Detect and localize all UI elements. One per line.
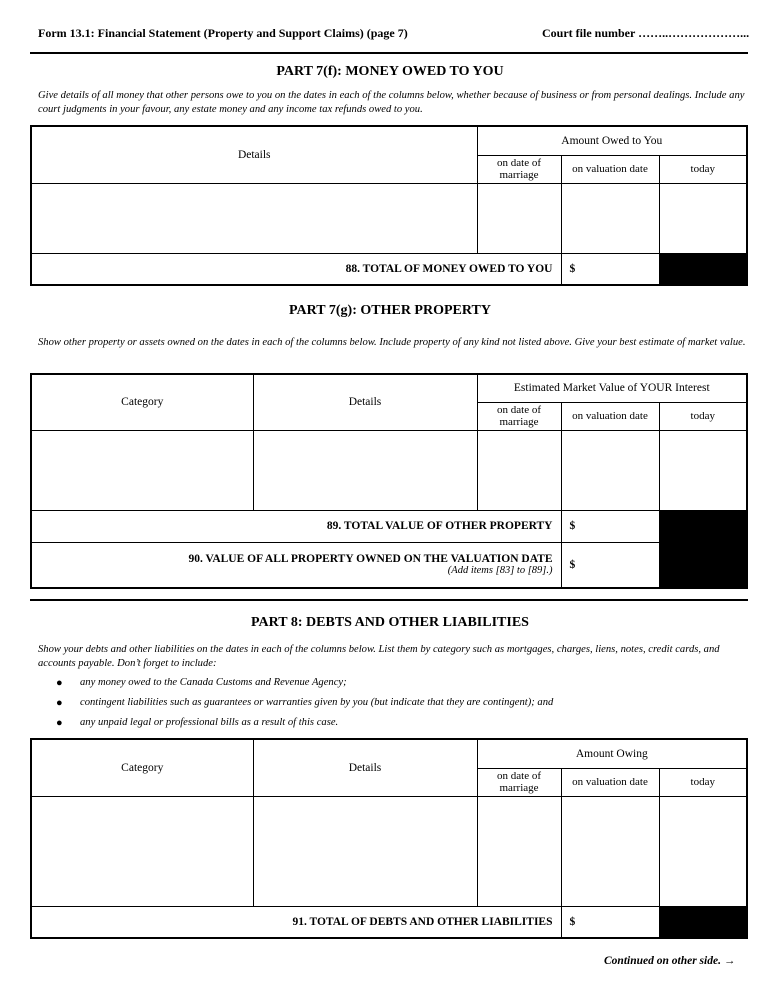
bullet-text: any unpaid legal or professional bills as a result of this case.	[80, 717, 339, 728]
bullet-icon: ●	[56, 677, 63, 689]
part-7f-intro: Give details of all money that other persons owe to you on the dates in each of the columns below, whether because of business or from personal dealings. Include any court judgments in your favour, any estate money and any income tax refunds owed to you.	[38, 90, 745, 115]
part-8-title: PART 8: DEBTS AND OTHER LIABILITIES	[251, 615, 529, 630]
total-debts-label: 91. TOTAL OF DEBTS AND OTHER LIABILITIES	[31, 906, 561, 938]
total-money-owed-blocked-cell	[659, 253, 747, 285]
debts-today-cell[interactable]	[659, 796, 747, 906]
total-other-property-field[interactable]	[561, 510, 659, 542]
court-file-number-label: Court file number ……..………………...	[542, 26, 750, 40]
part-7f-title: PART 7(f): MONEY OWED TO YOU	[276, 64, 504, 79]
currency-symbol: $	[569, 262, 576, 275]
other-property-table	[30, 373, 748, 589]
list-item	[56, 715, 553, 735]
debts-table	[30, 738, 748, 939]
money-owed-table	[30, 125, 748, 286]
money-owed-details-cell[interactable]	[31, 183, 477, 253]
currency-symbol: $	[569, 520, 576, 532]
section-divider	[30, 599, 748, 601]
total-money-owed-field[interactable]	[561, 253, 659, 285]
value-all-property-label: 90. VALUE OF ALL PROPERTY OWNED ON THE VALUATION DATE	[188, 553, 553, 566]
money-owed-marriage-header: on date of marriage	[477, 155, 561, 183]
part-7g-title: PART 7(g): OTHER PROPERTY	[289, 303, 491, 318]
value-all-property-label-cell	[31, 542, 561, 588]
header-divider	[30, 52, 748, 54]
debts-valuation-cell[interactable]	[561, 796, 659, 906]
money-owed-valuation-cell[interactable]	[561, 183, 659, 253]
money-owed-today-cell[interactable]	[659, 183, 747, 253]
debts-marriage-cell[interactable]	[477, 796, 561, 906]
money-owed-valuation-header: on valuation date	[561, 155, 659, 183]
part-7g-intro: Show other property or assets owned on the dates in each of the columns below. Include property of any kind not listed above. Give your best estimate of market value.	[38, 337, 746, 348]
money-owed-group-header: Amount Owed to You	[477, 126, 747, 155]
bullet-text: any money owed to the Canada Customs and Revenue Agency;	[80, 677, 347, 688]
list-item	[56, 675, 553, 695]
money-owed-today-header: today	[659, 155, 747, 183]
bullet-icon: ●	[56, 717, 63, 729]
other-property-details-header: Details	[253, 374, 477, 430]
value-all-property-blocked-cell	[659, 542, 747, 588]
other-property-today-cell[interactable]	[659, 430, 747, 510]
other-property-category-header: Category	[31, 374, 253, 430]
other-property-marriage-header: on date of marriage	[477, 402, 561, 430]
total-debts-field[interactable]	[561, 906, 659, 938]
list-item	[56, 695, 553, 715]
total-other-property-blocked-cell	[659, 510, 747, 542]
currency-symbol: $	[569, 558, 576, 571]
other-property-marriage-cell[interactable]	[477, 430, 561, 510]
total-debts-blocked-cell	[659, 906, 747, 938]
debts-marriage-header: on date of marriage	[477, 768, 561, 796]
other-property-valuation-header: on valuation date	[561, 402, 659, 430]
total-other-property-label: 89. TOTAL VALUE OF OTHER PROPERTY	[31, 510, 561, 542]
debts-category-cell[interactable]	[31, 796, 253, 906]
part-8-bullet-list	[56, 675, 553, 735]
debts-category-header: Category	[31, 739, 253, 796]
other-property-details-cell[interactable]	[253, 430, 477, 510]
other-property-group-header: Estimated Market Value of YOUR Interest	[477, 374, 747, 402]
bullet-icon: ●	[56, 697, 63, 709]
continued-note: Continued on other side. →	[604, 955, 736, 967]
debts-group-header: Amount Owing	[477, 739, 747, 768]
debts-today-header: today	[659, 768, 747, 796]
value-all-property-note: (Add items [83] to [89].)	[447, 565, 553, 577]
part-8-intro: Show your debts and other liabilities on the dates in each of the columns below. List them by category such as mortgages, charges, liens, notes, credit cards, and accounts payable. Don’t forget to include:	[38, 644, 720, 669]
bullet-text: contingent liabilities such as guarantees or warranties given by you (but indicate that they are contingent); and	[80, 697, 554, 708]
money-owed-details-header: Details	[31, 126, 477, 183]
other-property-today-header: today	[659, 402, 747, 430]
other-property-category-cell[interactable]	[31, 430, 253, 510]
value-all-property-field[interactable]	[561, 542, 659, 588]
total-money-owed-label: 88. TOTAL OF MONEY OWED TO YOU	[31, 253, 561, 285]
currency-symbol: $	[569, 915, 576, 928]
debts-details-cell[interactable]	[253, 796, 477, 906]
debts-details-header: Details	[253, 739, 477, 796]
debts-valuation-header: on valuation date	[561, 768, 659, 796]
other-property-valuation-cell[interactable]	[561, 430, 659, 510]
form-title: Form 13.1: Financial Statement (Property and Support Claims) (page 7)	[38, 26, 408, 40]
money-owed-marriage-cell[interactable]	[477, 183, 561, 253]
